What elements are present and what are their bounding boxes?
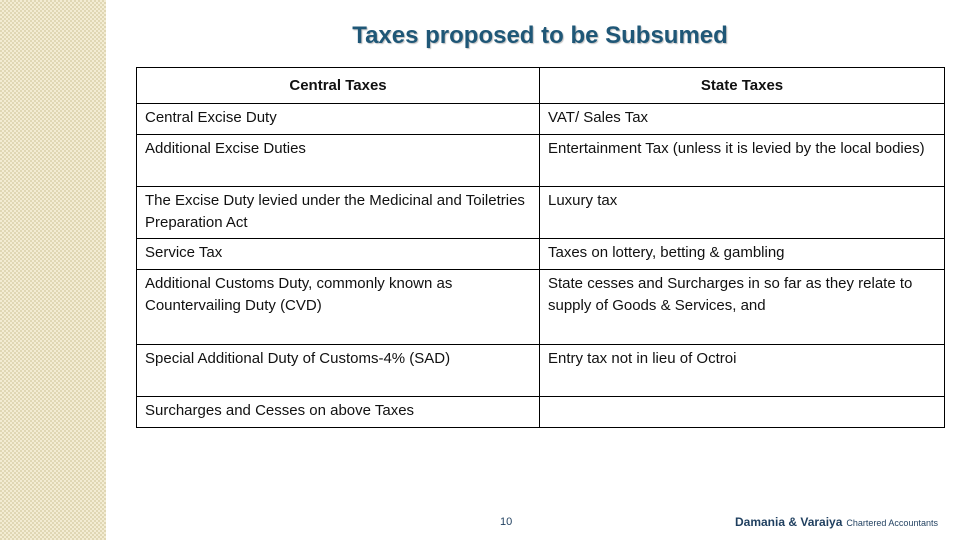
central-tax-cell: The Excise Duty levied under the Medicinal and Toiletries Preparation Act xyxy=(137,187,540,239)
firm-name: Damania & Varaiya xyxy=(735,515,843,529)
state-tax-cell: Entry tax not in lieu of Octroi xyxy=(540,345,945,397)
state-tax-cell: State cesses and Surcharges in so far as they relate to supply of Goods & Services, and xyxy=(540,270,945,345)
slide-title: Taxes proposed to be Subsumed xyxy=(352,22,728,49)
table-header-row xyxy=(137,68,945,104)
central-tax-cell: Service Tax xyxy=(137,239,540,270)
table-row xyxy=(137,187,945,239)
page-number: 10 xyxy=(500,516,513,528)
decorative-side-strip xyxy=(0,0,106,540)
central-tax-cell: Central Excise Duty xyxy=(137,104,540,135)
state-tax-cell: Luxury tax xyxy=(540,187,945,239)
state-tax-cell: VAT/ Sales Tax xyxy=(540,104,945,135)
table-row xyxy=(137,135,945,187)
taxes-table xyxy=(136,67,945,428)
central-tax-cell: Surcharges and Cesses on above Taxes xyxy=(137,397,540,428)
table-row xyxy=(137,397,945,428)
state-tax-cell: Taxes on lottery, betting & gambling xyxy=(540,239,945,270)
state-tax-cell xyxy=(540,397,945,428)
table-row xyxy=(137,270,945,345)
firm-tagline: Chartered Accountants xyxy=(846,518,938,528)
table-row xyxy=(137,239,945,270)
table-row xyxy=(137,345,945,397)
header-state-taxes: State Taxes xyxy=(540,68,945,104)
central-tax-cell: Special Additional Duty of Customs-4% (SAD) xyxy=(137,345,540,397)
footer-firm xyxy=(735,513,938,531)
central-tax-cell: Additional Customs Duty, commonly known as Countervailing Duty (CVD) xyxy=(137,270,540,345)
central-tax-cell: Additional Excise Duties xyxy=(137,135,540,187)
table-row xyxy=(137,104,945,135)
header-central-taxes: Central Taxes xyxy=(137,68,540,104)
state-tax-cell: Entertainment Tax (unless it is levied by the local bodies) xyxy=(540,135,945,187)
